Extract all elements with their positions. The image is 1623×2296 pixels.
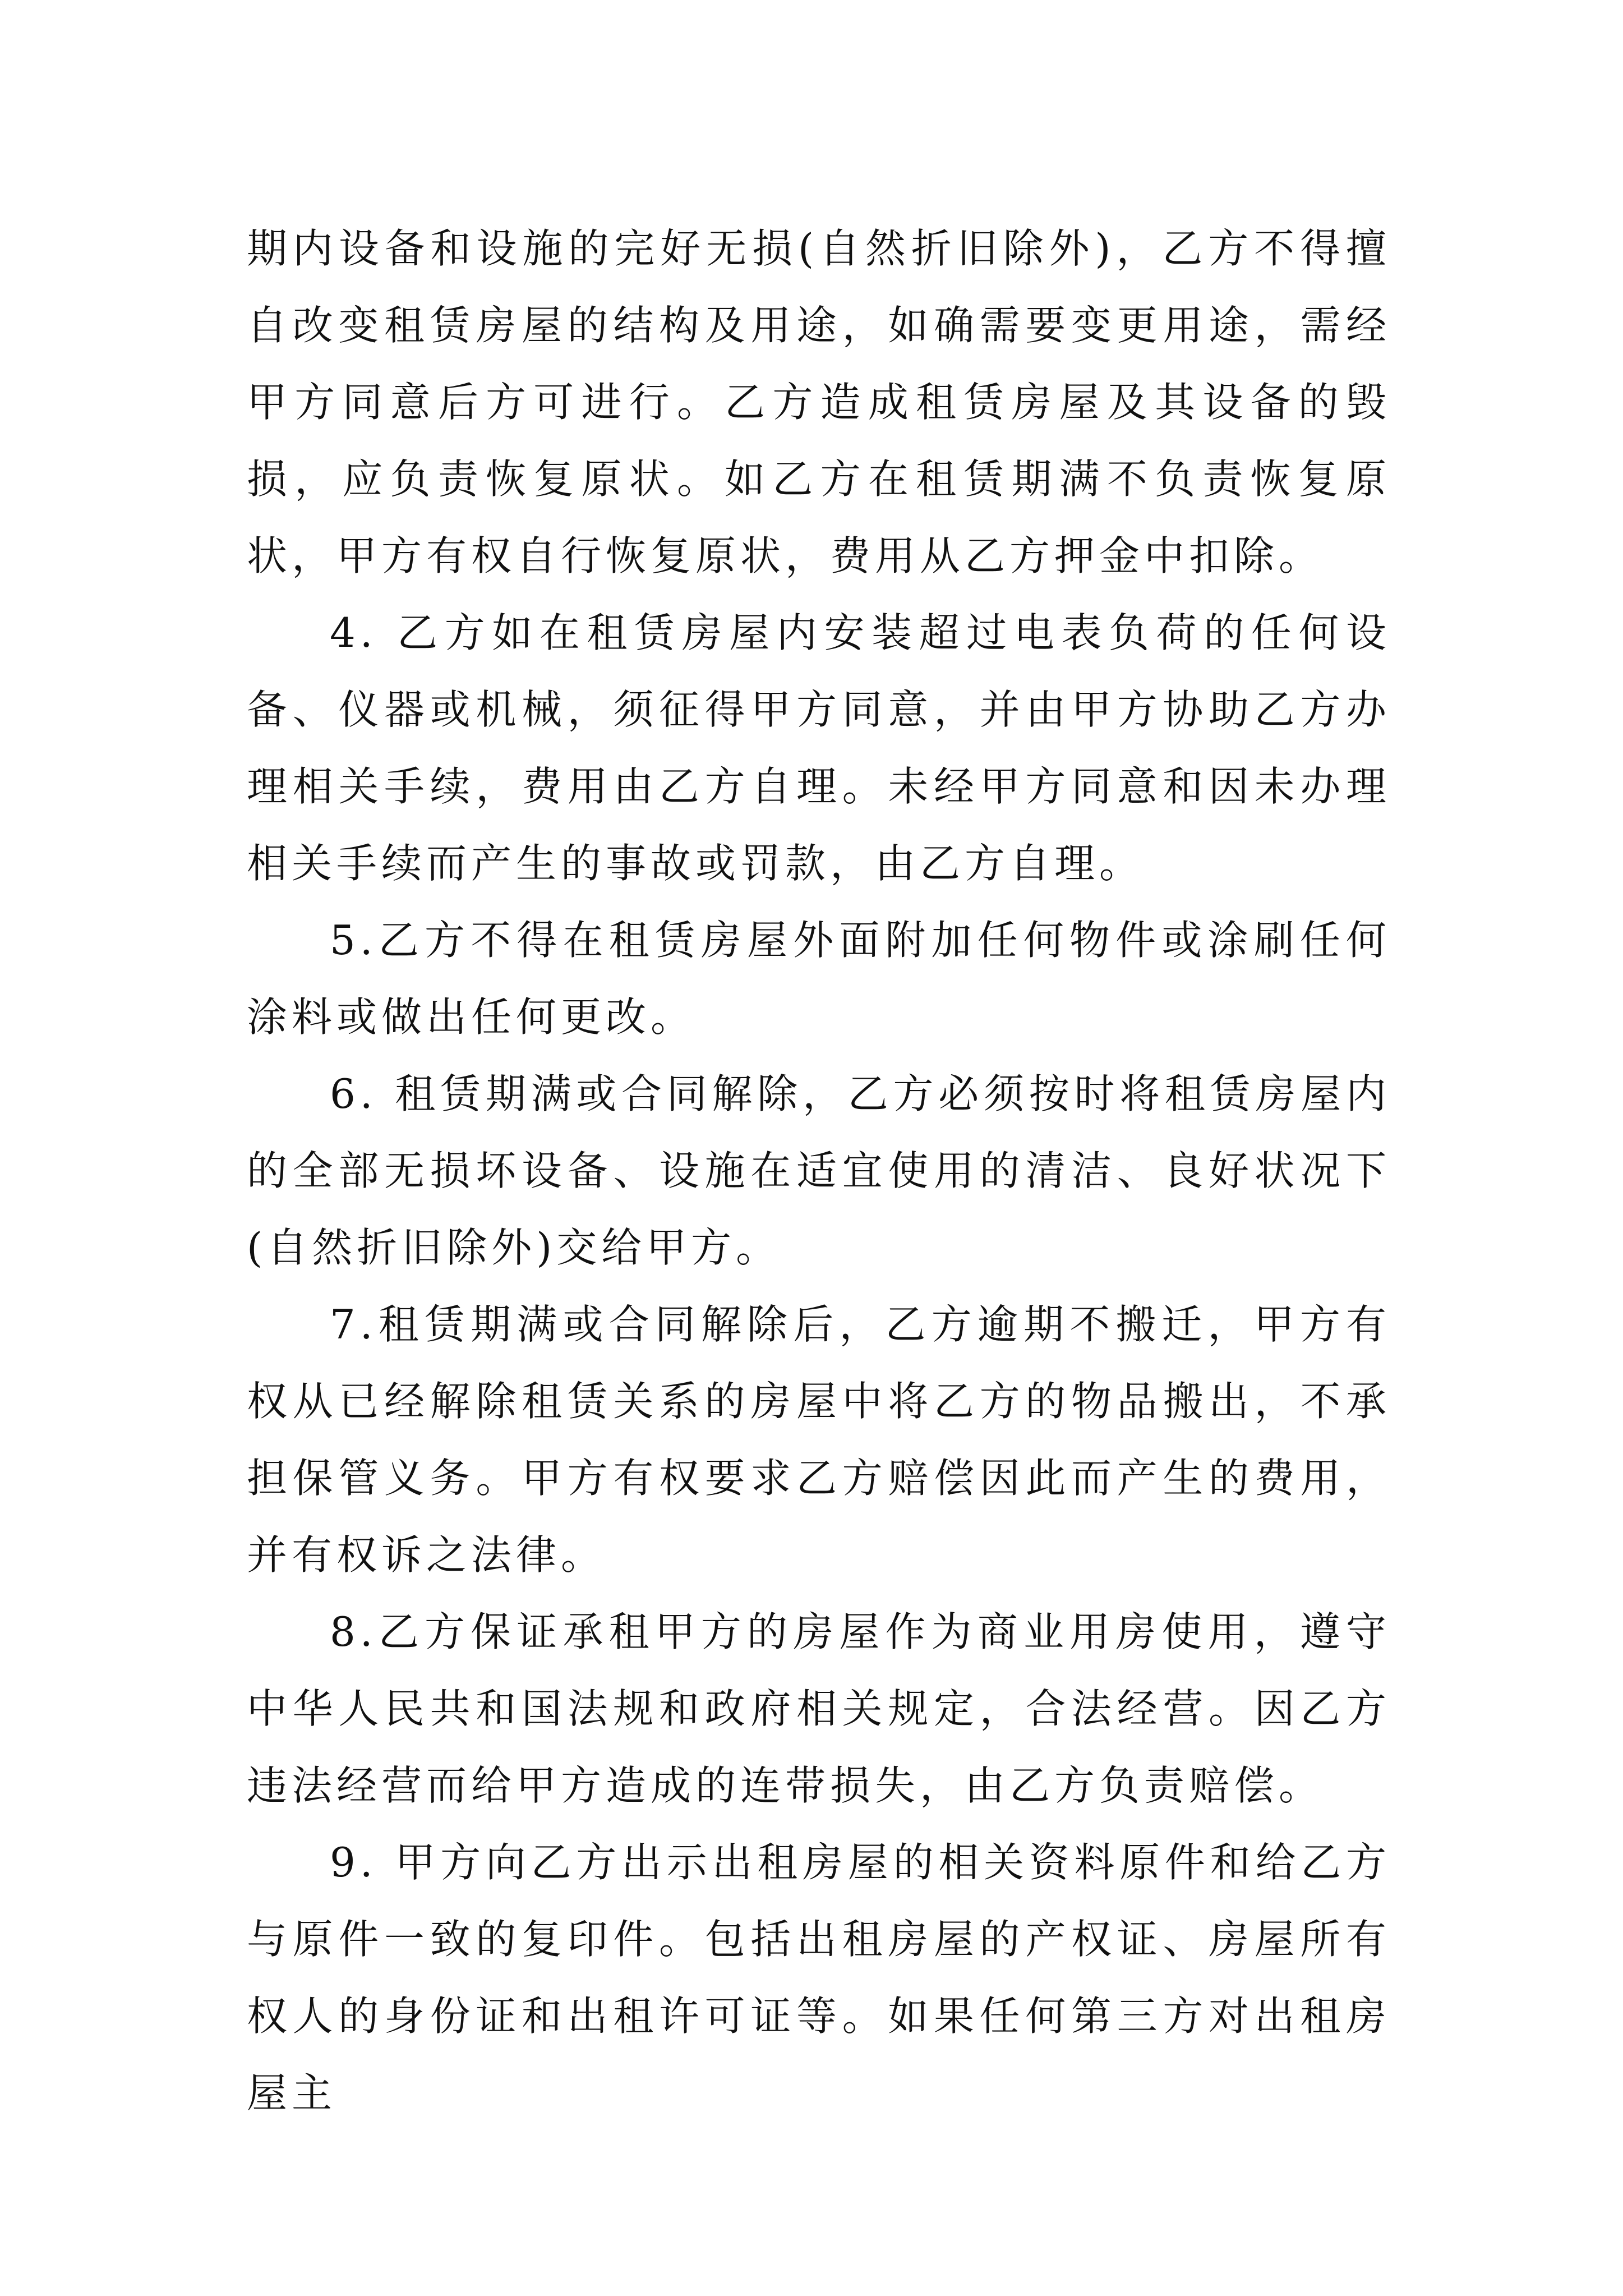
- paragraph-clause-4: 4. 乙方如在租赁房屋内安装超过电表负荷的任何设备、仪器或机械，须征得甲方同意，并由甲方协助乙方办理相关手续，费用由乙方自理。未经甲方同意和因未办理相关手续而产生的事故或罚款，由乙方自理。: [247, 609, 1391, 887]
- paragraph-clause-9: 9. 甲方向乙方出示出租房屋的相关资料原件和给乙方与原件一致的复印件。包括出租房屋的产权证、房屋所有权人的身份证和出租许可证等。如果任何第三方对出租房屋主: [247, 1839, 1391, 2116]
- paragraph-clause-5: 5.乙方不得在租赁房屋外面附加任何物件或涂刷任何涂料或做出任何更改。: [247, 917, 1391, 1041]
- paragraph-clause-8: 8.乙方保证承租甲方的房屋作为商业用房使用，遵守中华人民共和国法规和政府相关规定，合法经营。因乙方违法经营而给甲方造成的连带损失，由乙方负责赔偿。: [247, 1608, 1391, 1809]
- paragraph-continuation: 期内设备和设施的完好无损(自然折旧除外)，乙方不得擅自改变租赁房屋的结构及用途，如确需要变更用途，需经甲方同意后方可进行。乙方造成租赁房屋及其设备的毁损，应负责恢复原状。如乙方在租赁期满不负责恢复原状，甲方有权自行恢复原状，费用从乙方押金中扣除。: [247, 225, 1391, 579]
- document-body: [247, 210, 1391, 2132]
- paragraph-clause-7: 7.租赁期满或合同解除后，乙方逾期不搬迁，甲方有权从已经解除租赁关系的房屋中将乙方的物品搬出，不承担保管义务。甲方有权要求乙方赔偿因此而产生的费用，并有权诉之法律。: [247, 1301, 1391, 1579]
- paragraph-clause-6: 6. 租赁期满或合同解除，乙方必须按时将租赁房屋内的全部无损坏设备、设施在适宜使用的清洁、良好状况下(自然折旧除外)交给甲方。: [247, 1070, 1391, 1271]
